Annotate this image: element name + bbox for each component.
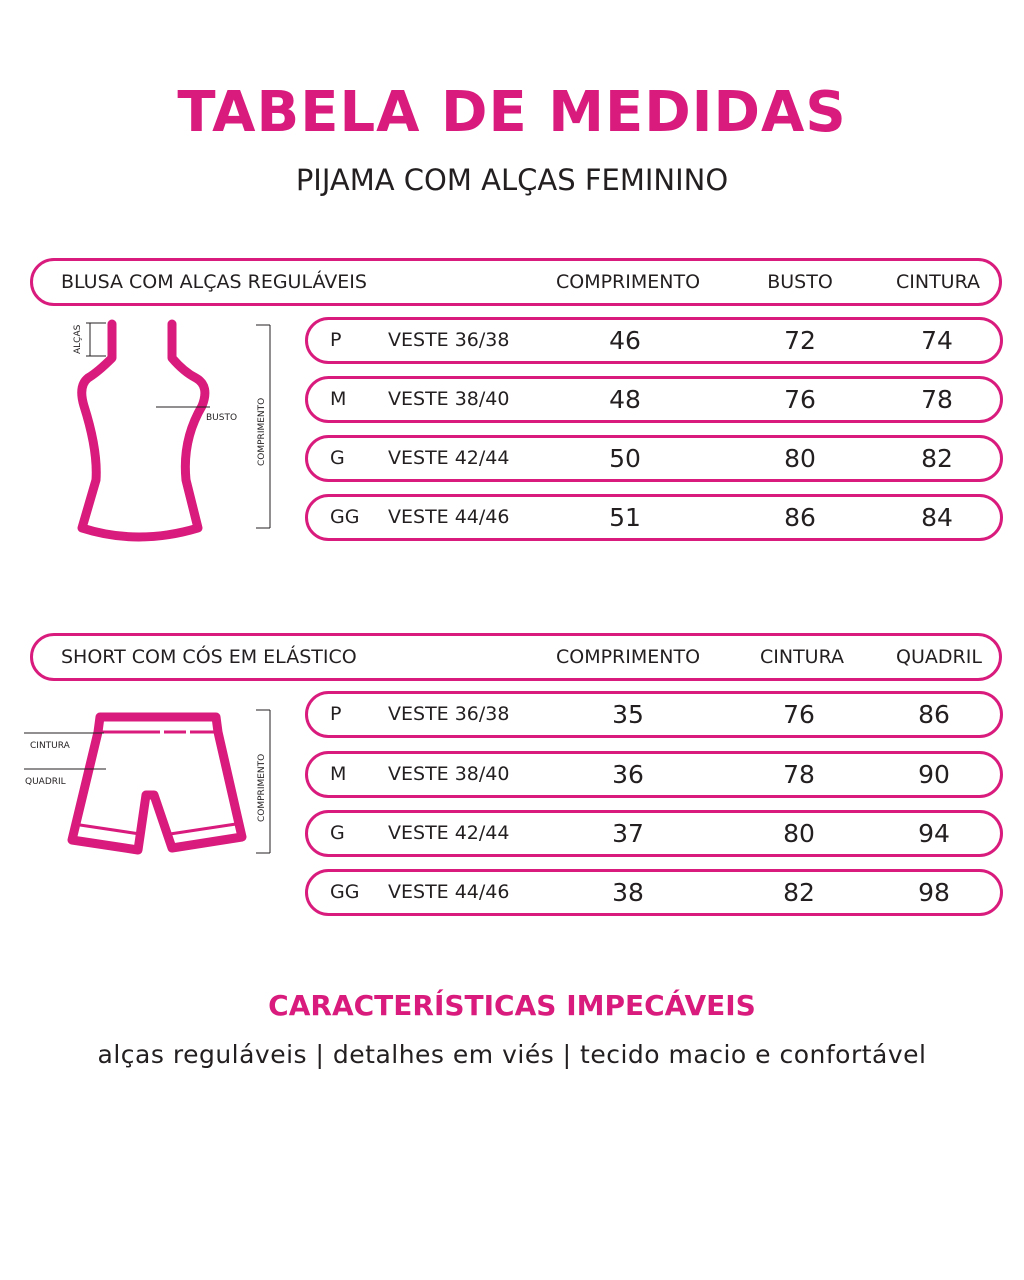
- cintura-value: 78: [921, 385, 953, 414]
- short-label: SHORT COM CÓS EM ELÁSTICO: [61, 646, 357, 668]
- quadril-value: 98: [918, 878, 950, 907]
- shorts-diagram: [20, 700, 290, 870]
- blusa-col-cintura: CINTURA: [895, 271, 981, 293]
- short-row: [305, 810, 1003, 857]
- blusa-col-comprimento: COMPRIMENTO: [555, 271, 701, 293]
- alcas-label: ALÇAS: [73, 324, 83, 354]
- features-title: CARACTERÍSTICAS IMPECÁVEIS: [268, 989, 756, 1022]
- cintura-value: 80: [783, 819, 815, 848]
- busto-value: 86: [784, 503, 816, 532]
- size-label: G: [330, 447, 345, 469]
- short-row: [305, 869, 1003, 916]
- cintura-value: 78: [783, 760, 815, 789]
- size-label: M: [330, 763, 347, 785]
- size-label: GG: [330, 506, 360, 528]
- comprimento-value: 35: [612, 700, 644, 729]
- size-label: GG: [330, 881, 360, 903]
- blusa-row: [305, 376, 1003, 423]
- veste-label: VESTE 42/44: [388, 447, 510, 469]
- cintura-value: 74: [921, 326, 953, 355]
- comprimento-value: 37: [612, 819, 644, 848]
- comprimento-label: COMPRIMENTO: [257, 397, 267, 466]
- comprimento-value: 50: [609, 444, 641, 473]
- page-subtitle: PIJAMA COM ALÇAS FEMININO: [295, 163, 729, 197]
- blusa-label: BLUSA COM ALÇAS REGULÁVEIS: [61, 271, 367, 293]
- veste-label: VESTE 42/44: [388, 822, 510, 844]
- short-header: [30, 633, 1002, 681]
- quadril-value: 94: [918, 819, 950, 848]
- comprimento-value: 51: [609, 503, 641, 532]
- busto-value: 80: [784, 444, 816, 473]
- quadril-diagram-label: QUADRIL: [25, 777, 66, 787]
- veste-label: VESTE 38/40: [388, 388, 510, 410]
- tank-top-diagram: [40, 310, 290, 550]
- blusa-row: [305, 317, 1003, 364]
- veste-label: VESTE 44/46: [388, 881, 510, 903]
- busto-label: BUSTO: [206, 413, 238, 423]
- size-label: G: [330, 822, 345, 844]
- comprimento-value: 48: [609, 385, 641, 414]
- cintura-diagram-label: CINTURA: [30, 741, 70, 751]
- veste-label: VESTE 36/38: [388, 703, 510, 725]
- comprimento-label: COMPRIMENTO: [257, 753, 267, 822]
- busto-value: 76: [784, 385, 816, 414]
- blusa-header: [30, 258, 1002, 306]
- blusa-row: [305, 435, 1003, 482]
- page-title: TABELA DE MEDIDAS: [177, 80, 847, 145]
- comprimento-value: 38: [612, 878, 644, 907]
- size-label: P: [330, 329, 342, 351]
- comprimento-value: 46: [609, 326, 641, 355]
- cintura-value: 82: [921, 444, 953, 473]
- short-col-comprimento: COMPRIMENTO: [555, 646, 701, 668]
- cintura-value: 84: [921, 503, 953, 532]
- short-row: [305, 691, 1003, 738]
- quadril-value: 86: [918, 700, 950, 729]
- veste-label: VESTE 44/46: [388, 506, 510, 528]
- cintura-value: 76: [783, 700, 815, 729]
- veste-label: VESTE 38/40: [388, 763, 510, 785]
- cintura-value: 82: [783, 878, 815, 907]
- short-row: [305, 751, 1003, 798]
- blusa-row: [305, 494, 1003, 541]
- features-text: alças reguláveis | detalhes em viés | tecido macio e confortável: [97, 1040, 927, 1069]
- busto-value: 72: [784, 326, 816, 355]
- short-col-quadril: QUADRIL: [896, 646, 982, 668]
- veste-label: VESTE 36/38: [388, 329, 510, 351]
- size-label: P: [330, 703, 342, 725]
- size-label: M: [330, 388, 347, 410]
- short-col-cintura: CINTURA: [759, 646, 845, 668]
- comprimento-value: 36: [612, 760, 644, 789]
- quadril-value: 90: [918, 760, 950, 789]
- blusa-col-busto: BUSTO: [767, 271, 833, 293]
